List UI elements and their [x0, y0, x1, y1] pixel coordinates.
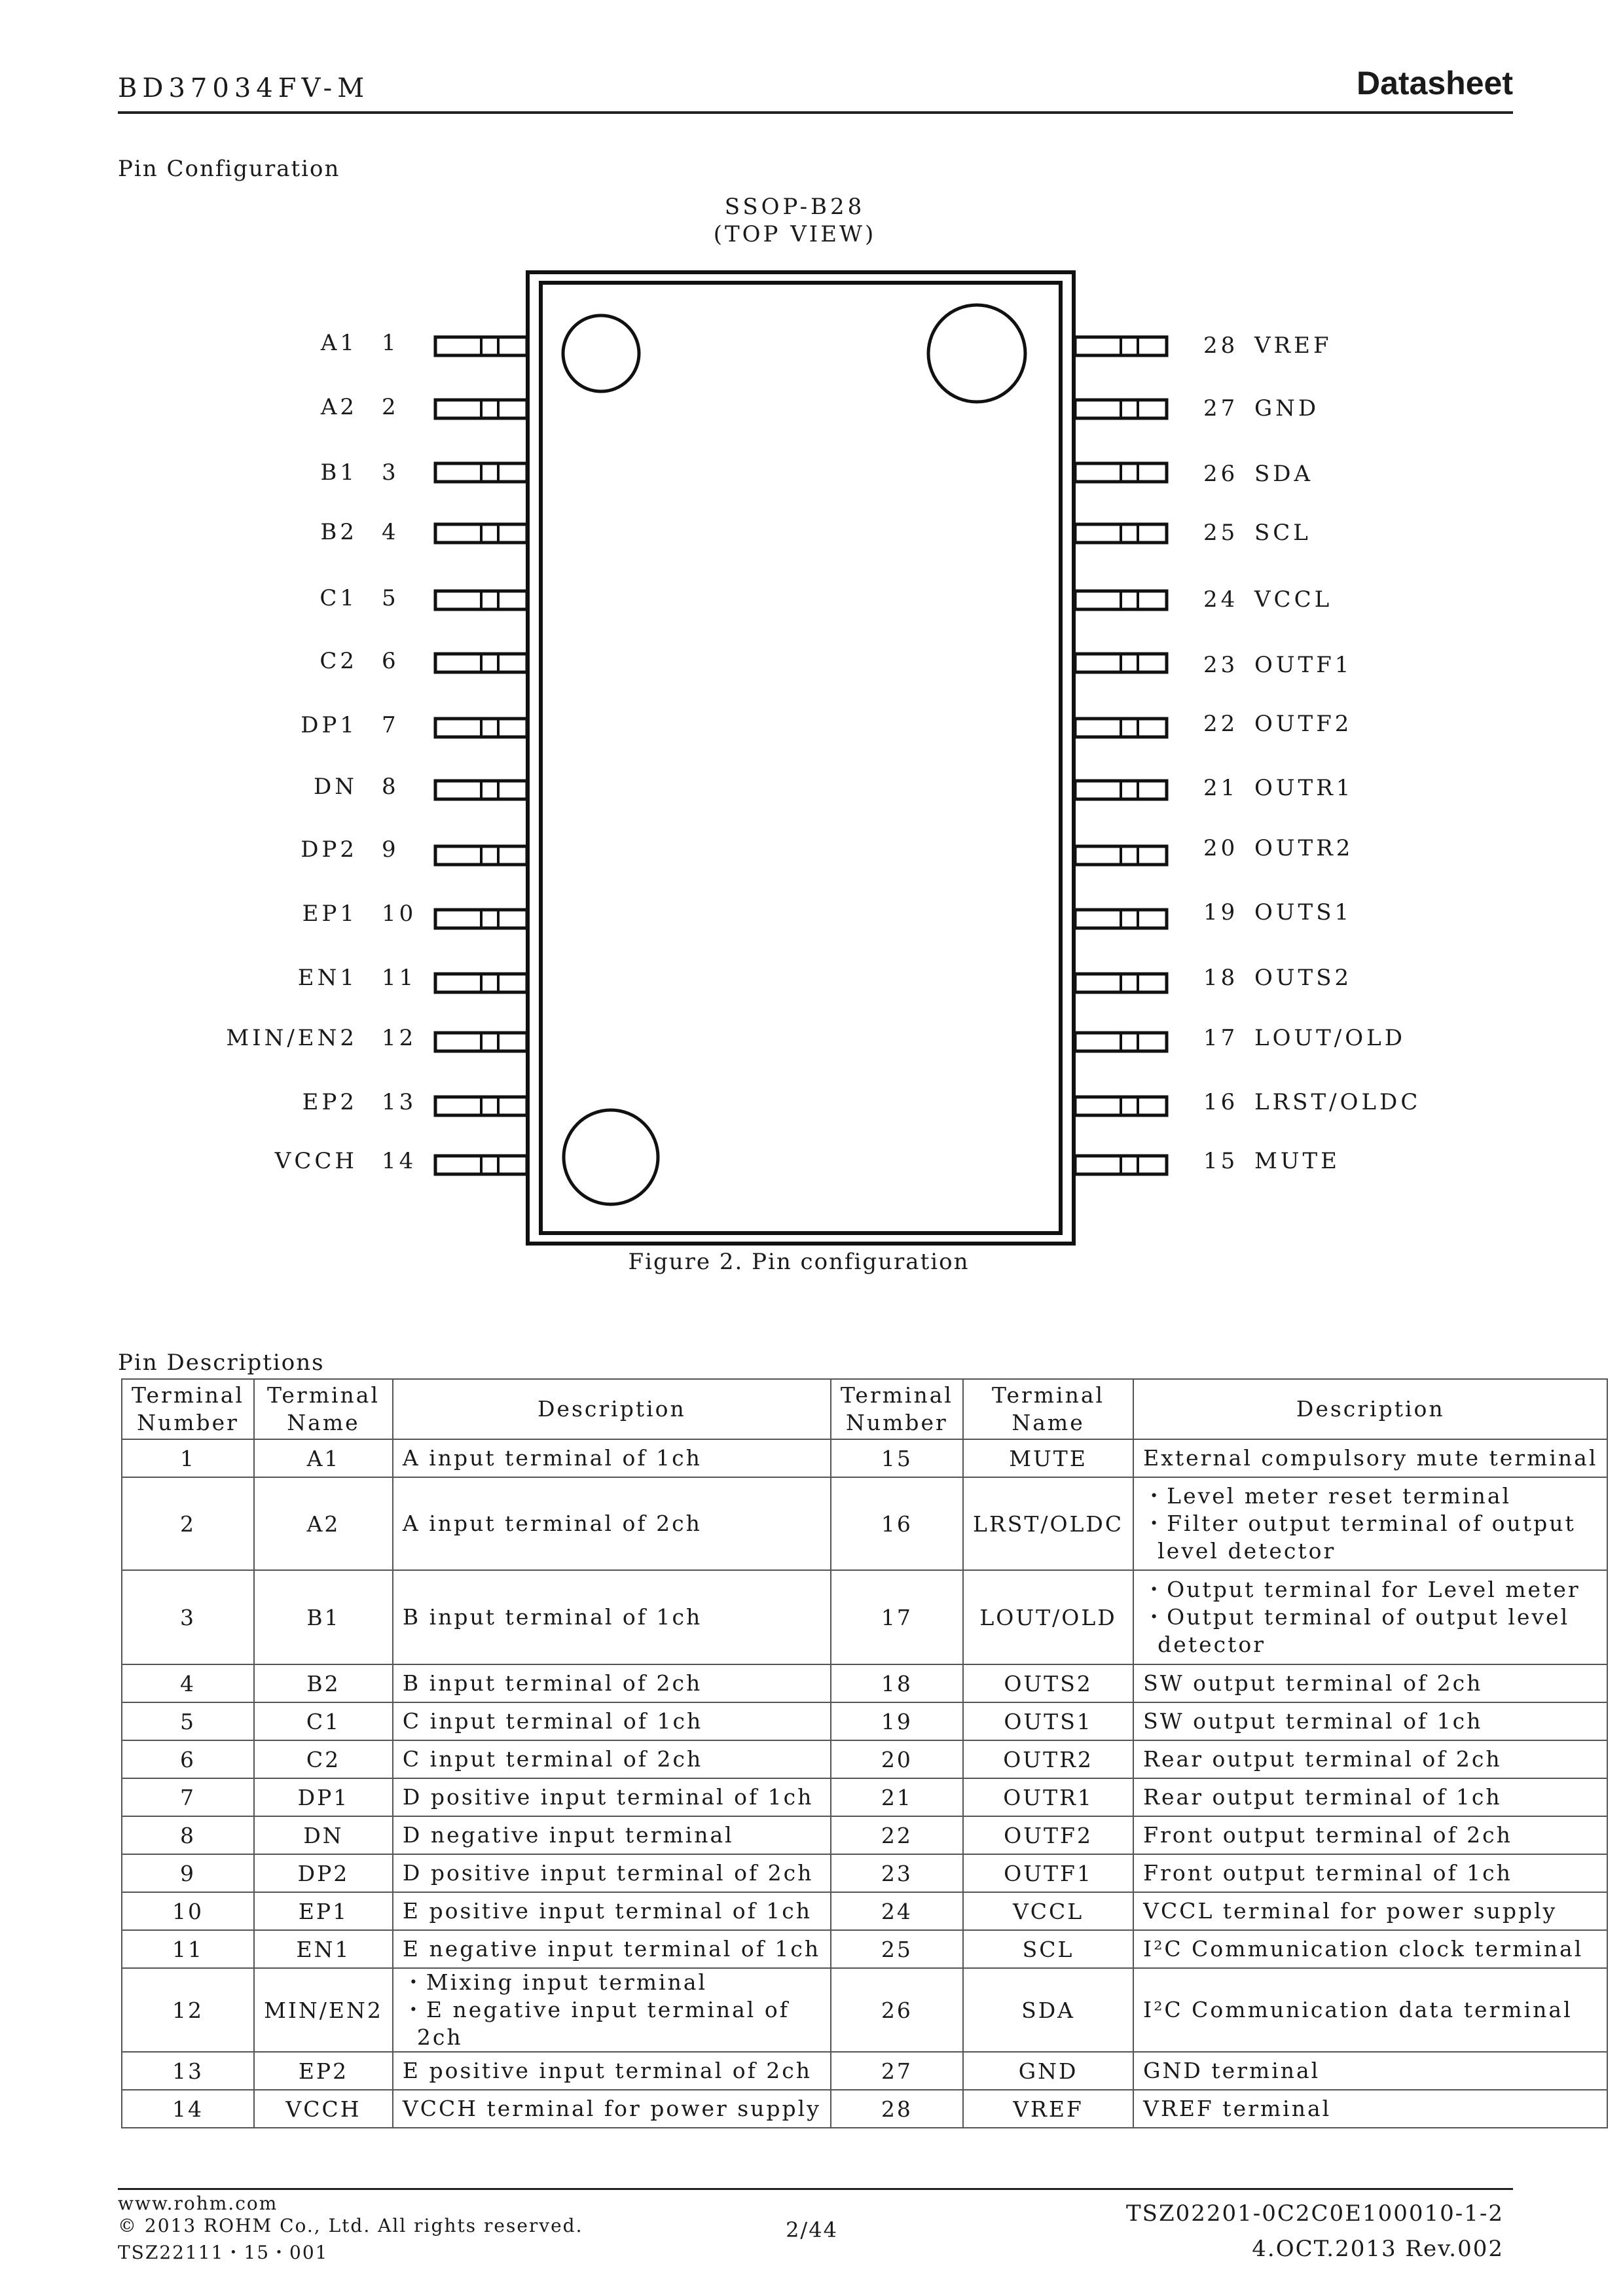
terminal-number-cell: 13 — [122, 2052, 254, 2090]
description-cell — [1133, 1702, 1607, 1740]
header-terminal-number: Terminal Number — [831, 1379, 963, 1439]
terminal-number-cell: 3 — [122, 1570, 254, 1664]
pin-lead-right — [1075, 910, 1167, 928]
pin-number-label: 22 — [1203, 711, 1239, 737]
description-cell — [1133, 2052, 1607, 2090]
description-line: Front output terminal of 1ch — [1143, 1860, 1512, 1886]
pin-number-label: 21 — [1203, 775, 1239, 801]
pin-number-label: 20 — [1203, 835, 1239, 861]
ic-body — [528, 272, 1074, 1244]
description-cell — [393, 1778, 831, 1816]
pin-name-label: VCCH — [274, 1148, 357, 1174]
terminal-name-cell: B2 — [254, 1664, 393, 1702]
terminal-number-cell: 16 — [831, 1477, 963, 1570]
pin-lead-right — [1075, 781, 1167, 799]
description-line: I²C Communication data terminal — [1143, 1997, 1573, 2022]
table-row — [122, 2090, 1607, 2128]
terminal-number-cell: 9 — [122, 1854, 254, 1892]
description-cell — [393, 2090, 831, 2128]
pin-name-label: MUTE — [1254, 1148, 1340, 1174]
table-row — [122, 2052, 1607, 2090]
pin-lead-left — [435, 781, 527, 799]
description-line: ・E negative input terminal of 2ch — [402, 1997, 790, 2050]
table-row — [122, 1968, 1607, 2052]
package-marker-circle — [564, 1110, 658, 1204]
pin-lead-left — [435, 910, 527, 928]
pin-number-label: 3 — [382, 459, 399, 486]
terminal-number-cell: 6 — [122, 1740, 254, 1778]
description-cell — [393, 1816, 831, 1854]
description-line: SW output terminal of 2ch — [1143, 1670, 1483, 1696]
pin-lead-right — [1075, 591, 1167, 609]
pin-lead-right — [1075, 1097, 1167, 1115]
pin-name-label: SCL — [1254, 520, 1311, 546]
terminal-name-cell: DP1 — [254, 1778, 393, 1816]
table-row — [122, 1930, 1607, 1968]
description-line: ・Mixing input terminal — [402, 1969, 708, 1995]
terminal-name-cell: OUTF2 — [963, 1816, 1133, 1854]
description-line: VREF terminal — [1143, 2096, 1332, 2121]
table-row — [122, 1892, 1607, 1930]
description-line: ・Filter output terminal of output level detector — [1143, 1511, 1576, 1564]
terminal-name-cell: DP2 — [254, 1854, 393, 1892]
pin-table-body — [122, 1439, 1607, 2128]
description-line: A input terminal of 1ch — [402, 1445, 702, 1471]
pin-name-label: A1 — [320, 330, 357, 356]
terminal-name-cell: SDA — [963, 1968, 1133, 2052]
document-type-label: Datasheet — [1357, 65, 1513, 101]
description-line: Rear output terminal of 1ch — [1143, 1784, 1502, 1810]
pin-number-label: 18 — [1203, 965, 1239, 991]
description-line: E positive input terminal of 1ch — [402, 1898, 812, 1924]
pin-number-label: 16 — [1203, 1089, 1239, 1115]
terminal-number-cell: 21 — [831, 1778, 963, 1816]
description-line: C input terminal of 2ch — [402, 1746, 703, 1772]
description-line: C input terminal of 1ch — [402, 1708, 703, 1734]
terminal-name-cell: VCCH — [254, 2090, 393, 2128]
pin-name-label: OUTR2 — [1254, 835, 1354, 861]
pin-number-label: 23 — [1203, 652, 1239, 678]
footer-copyright: © 2013 ROHM Co., Ltd. All rights reserved. — [118, 2215, 583, 2236]
header-terminal-number: Terminal Number — [122, 1379, 254, 1439]
terminal-name-cell: SCL — [963, 1930, 1133, 1968]
terminal-name-cell: MIN/EN2 — [254, 1968, 393, 2052]
terminal-name-cell: OUTS1 — [963, 1702, 1133, 1740]
pin-name-label: LOUT/OLD — [1254, 1025, 1406, 1051]
pin-name-label: GND — [1254, 395, 1320, 422]
footer-website: www.rohm.com — [118, 2193, 278, 2214]
description-cell — [1133, 2090, 1607, 2128]
terminal-name-cell: DN — [254, 1816, 393, 1854]
terminal-name-cell: LOUT/OLD — [963, 1570, 1133, 1664]
pin-number-label: 28 — [1203, 332, 1239, 359]
description-line: ・Output terminal for Level meter — [1143, 1577, 1580, 1602]
description-line: D negative input terminal — [402, 1822, 734, 1848]
header-description: Description — [1133, 1379, 1607, 1439]
pin1-marker-circle — [563, 315, 639, 391]
terminal-number-cell: 14 — [122, 2090, 254, 2128]
description-cell — [1133, 1816, 1607, 1854]
description-cell — [1133, 1778, 1607, 1816]
footer-form-code: TSZ22111・15・001 — [118, 2242, 329, 2263]
right-pin-leads — [1075, 337, 1167, 1174]
pin-lead-left — [435, 1097, 527, 1115]
terminal-number-cell: 12 — [122, 1968, 254, 2052]
pin-name-label: SDA — [1254, 461, 1314, 487]
terminal-name-cell: OUTR1 — [963, 1778, 1133, 1816]
description-line: I²C Communication clock terminal — [1143, 1936, 1584, 1962]
pin-lead-right — [1075, 719, 1167, 737]
description-cell — [393, 1968, 831, 2052]
pin-name-label: VCCL — [1254, 586, 1333, 613]
description-line: Front output terminal of 2ch — [1143, 1822, 1512, 1848]
pin-lead-left — [435, 463, 527, 482]
terminal-number-cell: 2 — [122, 1477, 254, 1570]
table-row — [122, 1664, 1607, 1702]
description-line: B input terminal of 1ch — [402, 1604, 702, 1630]
package-name-text: SSOP-B28 — [724, 194, 866, 220]
terminal-name-cell: EP1 — [254, 1892, 393, 1930]
description-line: Rear output terminal of 2ch — [1143, 1746, 1502, 1772]
terminal-number-cell: 8 — [122, 1816, 254, 1854]
description-line: VCCH terminal for power supply — [402, 2096, 821, 2121]
description-cell — [1133, 1968, 1607, 2052]
terminal-number-cell: 11 — [122, 1930, 254, 1968]
pin-number-label: 17 — [1203, 1025, 1239, 1051]
pin-lead-right — [1075, 524, 1167, 543]
description-cell — [393, 1702, 831, 1740]
terminal-number-cell: 19 — [831, 1702, 963, 1740]
pin-number-label: 1 — [382, 330, 399, 356]
table-row — [122, 1702, 1607, 1740]
pin-lead-right — [1075, 1033, 1167, 1051]
package-marker-circle — [928, 305, 1025, 402]
pin-number-label: 25 — [1203, 520, 1239, 546]
pin-number-label: 7 — [382, 712, 399, 738]
figure-caption: Figure 2. Pin configuration — [628, 1249, 970, 1275]
pin-name-label: C2 — [319, 648, 357, 674]
pin-number-label: 27 — [1203, 395, 1239, 422]
description-line: VCCL terminal for power supply — [1143, 1898, 1558, 1924]
pin-lead-right — [1075, 400, 1167, 418]
terminal-name-cell: B1 — [254, 1570, 393, 1664]
pin-number-label: 6 — [382, 648, 399, 674]
description-cell — [393, 1477, 831, 1570]
terminal-name-cell: OUTF1 — [963, 1854, 1133, 1892]
pin-name-label: OUTS1 — [1254, 899, 1353, 925]
pin-lead-right — [1075, 1156, 1167, 1174]
description-cell — [393, 1570, 831, 1664]
description-cell — [1133, 1477, 1607, 1570]
pin-configuration-heading: Pin Configuration — [118, 156, 340, 182]
description-cell — [393, 1930, 831, 1968]
description-line: ・Output terminal of output level detector — [1143, 1604, 1570, 1657]
table-row — [122, 1570, 1607, 1664]
pin-lead-right — [1075, 337, 1167, 355]
pin-name-label: DP1 — [301, 712, 357, 738]
terminal-name-cell: OUTS2 — [963, 1664, 1133, 1702]
pin-name-label: EP1 — [302, 901, 357, 927]
terminal-name-cell: C2 — [254, 1740, 393, 1778]
pin-lead-left — [435, 974, 527, 992]
table-header-row — [122, 1379, 1607, 1439]
pin-lead-right — [1075, 846, 1167, 865]
pin-name-label: DN — [313, 774, 357, 800]
pin-lead-right — [1075, 463, 1167, 482]
terminal-number-cell: 17 — [831, 1570, 963, 1664]
pin-number-label: 11 — [382, 965, 417, 991]
pin-lead-left — [435, 1033, 527, 1051]
pin-number-label: 12 — [382, 1025, 417, 1051]
table-row — [122, 1477, 1607, 1570]
description-line: SW output terminal of 1ch — [1143, 1708, 1483, 1734]
table-row — [122, 1854, 1607, 1892]
pin-descriptions-heading: Pin Descriptions — [118, 1350, 325, 1376]
terminal-name-cell: A1 — [254, 1439, 393, 1477]
terminal-name-cell: A2 — [254, 1477, 393, 1570]
pin-name-label: LRST/OLDC — [1254, 1089, 1421, 1115]
terminal-number-cell: 18 — [831, 1664, 963, 1702]
footer-document-code: TSZ02201-0C2C0E100010-1-2 — [1125, 2200, 1504, 2227]
pin-number-label: 19 — [1203, 899, 1239, 925]
description-line: E negative input terminal of 1ch — [402, 1936, 821, 1962]
pin-lead-left — [435, 337, 527, 355]
pin-lead-left — [435, 400, 527, 418]
pin-name-label: EN1 — [297, 965, 357, 991]
description-cell — [393, 1740, 831, 1778]
terminal-name-cell: LRST/OLDC — [963, 1477, 1133, 1570]
pin-number-label: 26 — [1203, 461, 1239, 487]
terminal-number-cell: 28 — [831, 2090, 963, 2128]
terminal-number-cell: 10 — [122, 1892, 254, 1930]
pin-name-label: C1 — [319, 585, 357, 611]
pin-lead-right — [1075, 974, 1167, 992]
description-cell — [1133, 1892, 1607, 1930]
pin-name-label: EP2 — [302, 1089, 357, 1115]
header-terminal-name: Terminal Name — [254, 1379, 393, 1439]
pin-number-label: 24 — [1203, 586, 1239, 613]
terminal-number-cell: 20 — [831, 1740, 963, 1778]
pin-name-label: OUTR1 — [1254, 775, 1354, 801]
description-cell — [1133, 1854, 1607, 1892]
terminal-number-cell: 23 — [831, 1854, 963, 1892]
pin-name-label: A2 — [320, 394, 357, 420]
pin-name-label: OUTS2 — [1254, 965, 1353, 991]
terminal-number-cell: 25 — [831, 1930, 963, 1968]
description-cell — [1133, 1664, 1607, 1702]
pin-name-label: B1 — [320, 459, 357, 486]
header-terminal-name: Terminal Name — [963, 1379, 1133, 1439]
terminal-number-cell: 27 — [831, 2052, 963, 2090]
pin-lead-left — [435, 654, 527, 672]
terminal-name-cell: EN1 — [254, 1930, 393, 1968]
pin-name-label: B2 — [320, 519, 357, 545]
document-title: BD37034FV-M — [118, 73, 370, 103]
description-line: E positive input terminal of 2ch — [402, 2058, 812, 2083]
pin-number-label: 13 — [382, 1089, 417, 1115]
package-view-text: (TOP VIEW) — [713, 221, 877, 247]
pin-lead-left — [435, 846, 527, 865]
footer-date-revision: 4.OCT.2013 Rev.002 — [1252, 2236, 1504, 2262]
pin-number-label: 2 — [382, 394, 399, 420]
pin-name-label: DP2 — [301, 836, 357, 863]
header-description: Description — [393, 1379, 831, 1439]
terminal-number-cell: 4 — [122, 1664, 254, 1702]
terminal-number-cell: 5 — [122, 1702, 254, 1740]
description-cell — [393, 1892, 831, 1930]
footer-divider — [118, 2188, 1513, 2190]
page-number: 2/44 — [786, 2217, 838, 2242]
pin-number-label: 4 — [382, 519, 399, 545]
pin-number-label: 5 — [382, 585, 399, 611]
pin-lead-left — [435, 1156, 527, 1174]
terminal-number-cell: 22 — [831, 1816, 963, 1854]
terminal-number-cell: 15 — [831, 1439, 963, 1477]
terminal-number-cell: 26 — [831, 1968, 963, 2052]
description-cell — [1133, 1740, 1607, 1778]
pin-lead-left — [435, 719, 527, 737]
terminal-number-cell: 24 — [831, 1892, 963, 1930]
pin-name-label: OUTF2 — [1254, 711, 1353, 737]
pin-number-label: 9 — [382, 836, 399, 863]
pin-number-label: 8 — [382, 774, 399, 800]
terminal-name-cell: GND — [963, 2052, 1133, 2090]
description-cell — [1133, 1570, 1607, 1664]
description-cell — [393, 1664, 831, 1702]
left-pin-leads — [435, 337, 527, 1174]
description-cell — [393, 2052, 831, 2090]
table-row — [122, 1740, 1607, 1778]
pin-name-label: OUTF1 — [1254, 652, 1353, 678]
terminal-name-cell: EP2 — [254, 2052, 393, 2090]
description-line: B input terminal of 2ch — [402, 1670, 702, 1696]
terminal-name-cell: C1 — [254, 1702, 393, 1740]
description-cell — [1133, 1439, 1607, 1477]
table-row — [122, 1778, 1607, 1816]
pin-lead-left — [435, 524, 527, 543]
terminal-name-cell: MUTE — [963, 1439, 1133, 1477]
description-line: D positive input terminal of 2ch — [402, 1860, 814, 1886]
pin-lead-left — [435, 591, 527, 609]
pin-name-label: VREF — [1254, 332, 1332, 359]
terminal-number-cell: 1 — [122, 1439, 254, 1477]
description-line: External compulsory mute terminal — [1143, 1445, 1598, 1471]
terminal-number-cell: 7 — [122, 1778, 254, 1816]
pin-number-label: 14 — [382, 1148, 417, 1174]
table-row — [122, 1439, 1607, 1477]
pin-number-label: 15 — [1203, 1148, 1239, 1174]
pin-name-label: MIN/EN2 — [226, 1025, 357, 1051]
description-cell — [393, 1439, 831, 1477]
description-cell — [1133, 1930, 1607, 1968]
terminal-name-cell: OUTR2 — [963, 1740, 1133, 1778]
pin-number-label: 10 — [382, 901, 417, 927]
description-line: GND terminal — [1143, 2058, 1321, 2083]
description-line: D positive input terminal of 1ch — [402, 1784, 814, 1810]
description-cell — [393, 1854, 831, 1892]
terminal-name-cell: VREF — [963, 2090, 1133, 2128]
description-line: ・Level meter reset terminal — [1143, 1483, 1512, 1509]
pin-descriptions-table — [121, 1378, 1608, 2128]
pin-lead-right — [1075, 654, 1167, 672]
description-line: A input terminal of 2ch — [402, 1511, 702, 1536]
terminal-name-cell: VCCL — [963, 1892, 1133, 1930]
table-row — [122, 1816, 1607, 1854]
